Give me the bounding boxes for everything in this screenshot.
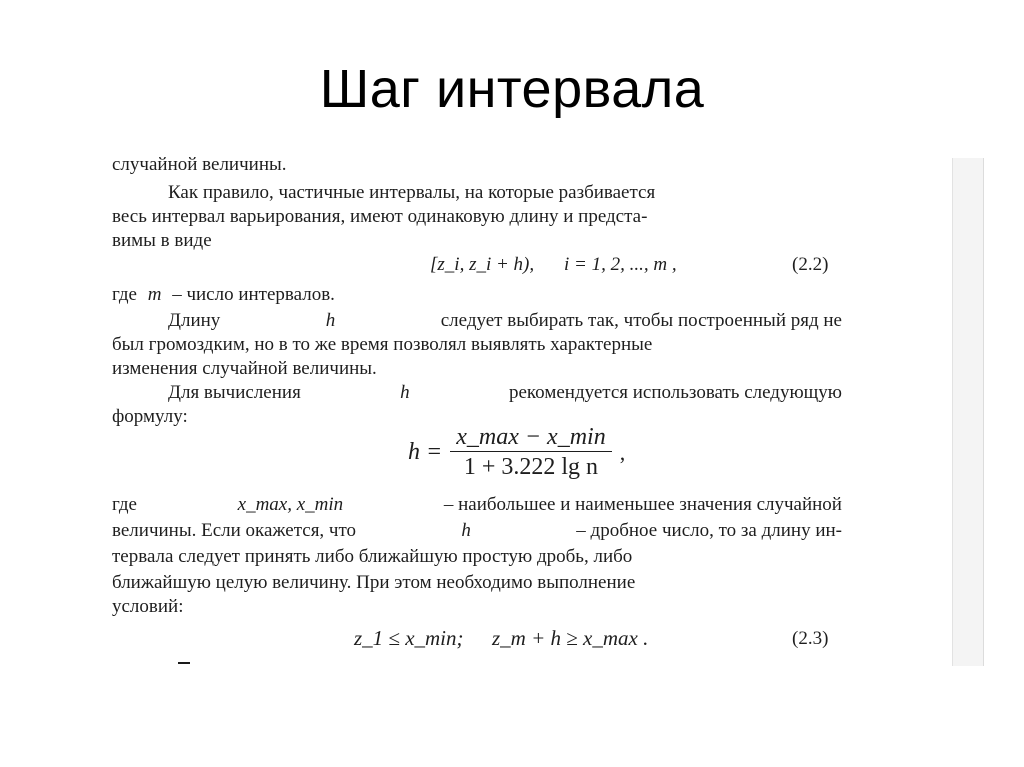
equation-number-2-3: (2.3) [792,628,829,649]
text-fragment: величины. Если окажется, что [112,520,357,541]
text-fragment: Длину [168,310,221,331]
text-line-4: вимы в виде [112,230,212,251]
formula-trail: , [619,439,626,465]
text-fragment: – дробное число, то за длину ин- [576,520,842,541]
formula-lhs: h = [408,438,443,465]
text-line-10 [168,380,842,405]
text-line-1: случайной величины. [112,154,287,175]
text-line-11: формулу: [112,406,188,427]
formula-h [408,424,625,480]
slide-title: Шаг интервала [319,59,705,119]
equation-number-2-2: (2.2) [792,254,829,275]
text-line-16: ближайшую целую величину. При этом необходимо выполнение [112,572,636,593]
text-fragment: следует выбирать так, чтобы построенный ряд не [440,310,842,331]
variable-h: h [400,382,410,403]
variable-h: h [325,310,336,331]
text-line-13 [112,492,842,517]
dash-mark [178,662,190,664]
variable-m: m [147,284,162,305]
variable-h: h [461,520,471,541]
text-line-3: весь интервал варьирования, имеют одинаковую длину и предста- [112,206,648,227]
text-line-9: изменения случайной величины. [112,358,377,379]
formula-fraction [450,424,611,480]
text-fragment: – число интервалов. [172,284,335,305]
text-line-17: условий: [112,596,184,617]
equation-2-3-left: z_1 ≤ x_min; [354,626,464,650]
text-line-7 [168,308,842,333]
text-line-15: тервала следует принять либо ближайшую простую дробь, либо [112,546,633,567]
equation-2-3-right: z_m + h ≥ x_max . [492,626,649,650]
formula-denominator: 1 + 3.222 lg n [463,454,599,480]
formula-numerator: x_max − x_min [450,424,611,452]
equation-2-2-lhs: [z_i, z_i + h), [430,254,535,275]
text-fragment: рекомендуется использовать следующую [508,382,842,403]
text-line-6 [112,282,335,307]
text-fragment: Для вычисления [168,382,301,403]
text-line-14 [112,518,842,543]
text-line-8: был громоздким, но в то же время позволял выявлять характерные [112,334,653,355]
text-fragment: где [112,284,137,305]
page-edge-strip [952,158,984,666]
scanned-text-page [112,152,852,672]
variables-xmax-xmin: x_max, x_min [237,494,344,515]
equation-2-2-rhs: i = 1, 2, ..., m , [564,254,677,275]
text-fragment: где [112,494,137,515]
text-fragment: – наибольшее и наименьшее значения случайной [443,494,842,515]
text-line-2: Как правило, частичные интервалы, на которые разбивается [168,182,656,203]
